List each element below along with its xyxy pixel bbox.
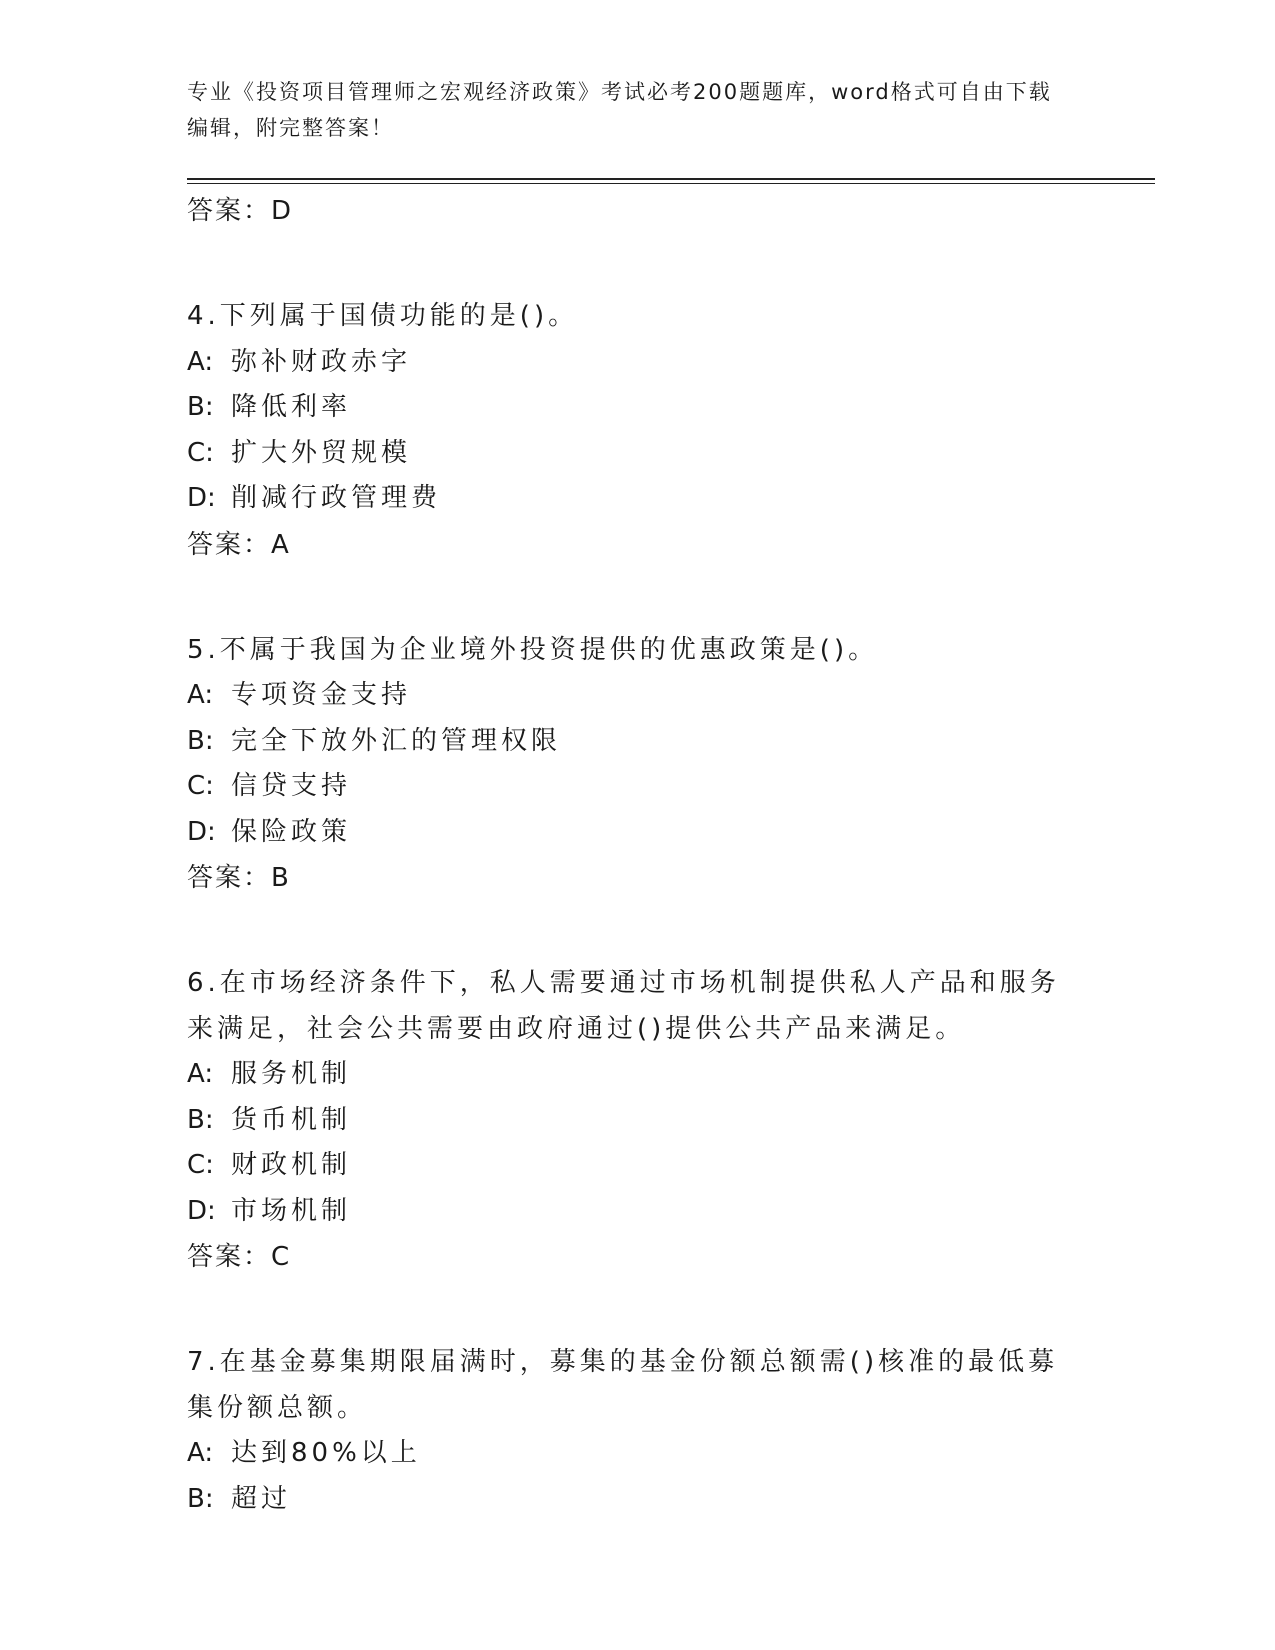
option-a — [187, 1052, 1067, 1098]
question-stem: 5.不属于我国为企业境外投资提供的优惠政策是()。 — [187, 634, 879, 665]
header-divider-thick — [187, 178, 1155, 180]
answer-line: 答案：A — [187, 529, 291, 560]
option-b — [187, 1477, 1067, 1523]
header-divider-thin — [187, 183, 1155, 184]
option-b — [187, 385, 1067, 431]
spacer — [187, 901, 1067, 961]
answer-line: 答案：C — [187, 1242, 292, 1272]
option-text: 保险政策 — [231, 816, 352, 847]
question-block — [187, 628, 1067, 902]
option-letter: A: — [187, 346, 214, 377]
option-text: 完全下放外汇的管理权限 — [231, 725, 562, 756]
question-block — [187, 961, 1067, 1280]
option-letter: D: — [187, 1195, 216, 1226]
option-c — [187, 764, 1067, 810]
document-header: 专业《投资项目管理师之宏观经济政策》考试必考200题题库，word格式可自由下载编辑，附完整答案！ — [187, 80, 1052, 140]
option-text: 市场机制 — [231, 1195, 352, 1226]
option-letter: B: — [187, 392, 214, 422]
option-b — [187, 719, 1067, 765]
option-letter: B: — [187, 1483, 214, 1514]
option-letter: B: — [187, 1104, 214, 1135]
option-text: 服务机制 — [231, 1059, 352, 1089]
option-letter: C: — [187, 1150, 214, 1180]
option-text: 货币机制 — [231, 1104, 352, 1135]
option-d — [187, 810, 1067, 856]
option-b — [187, 1098, 1067, 1144]
question-stem: 4.下列属于国债功能的是()。 — [187, 301, 579, 331]
question-stem: 7.在基金募集期限届满时，募集的基金份额总额需()核准的最低募集份额总额。 — [187, 1347, 1059, 1423]
question-block — [187, 1340, 1067, 1522]
option-c — [187, 431, 1067, 477]
option-a — [187, 673, 1067, 719]
option-a — [187, 340, 1067, 386]
option-text: 超过 — [231, 1483, 292, 1514]
option-text: 财政机制 — [231, 1150, 352, 1180]
option-a — [187, 1431, 1067, 1477]
answer-line: 答案：D — [187, 196, 294, 226]
option-text: 专项资金支持 — [231, 680, 412, 710]
option-d — [187, 476, 1067, 522]
option-letter: A: — [187, 680, 214, 710]
option-c — [187, 1143, 1067, 1189]
option-letter: B: — [187, 725, 214, 756]
question-stem: 6.在市场经济条件下，私人需要通过市场机制提供私人产品和服务来满足，社会公共需要由政府通过()提供公共产品来满足。 — [187, 968, 1060, 1044]
spacer — [187, 1280, 1067, 1340]
option-text: 达到80%以上 — [231, 1438, 421, 1468]
option-letter: A: — [187, 1059, 214, 1089]
option-letter: D: — [187, 483, 216, 513]
option-text: 削减行政管理费 — [231, 483, 442, 513]
option-text: 弥补财政赤字 — [231, 346, 412, 377]
option-letter: C: — [187, 437, 214, 468]
question-block — [187, 294, 1067, 568]
option-text: 降低利率 — [231, 392, 352, 422]
option-letter: C: — [187, 771, 214, 801]
option-text: 扩大外贸规模 — [231, 437, 412, 468]
option-letter: D: — [187, 816, 216, 847]
option-d — [187, 1189, 1067, 1235]
document-content — [187, 188, 1067, 1522]
answer-line: 答案：B — [187, 863, 291, 893]
option-letter: A: — [187, 1438, 214, 1468]
spacer — [187, 234, 1067, 294]
spacer — [187, 568, 1067, 628]
option-text: 信贷支持 — [231, 771, 352, 801]
